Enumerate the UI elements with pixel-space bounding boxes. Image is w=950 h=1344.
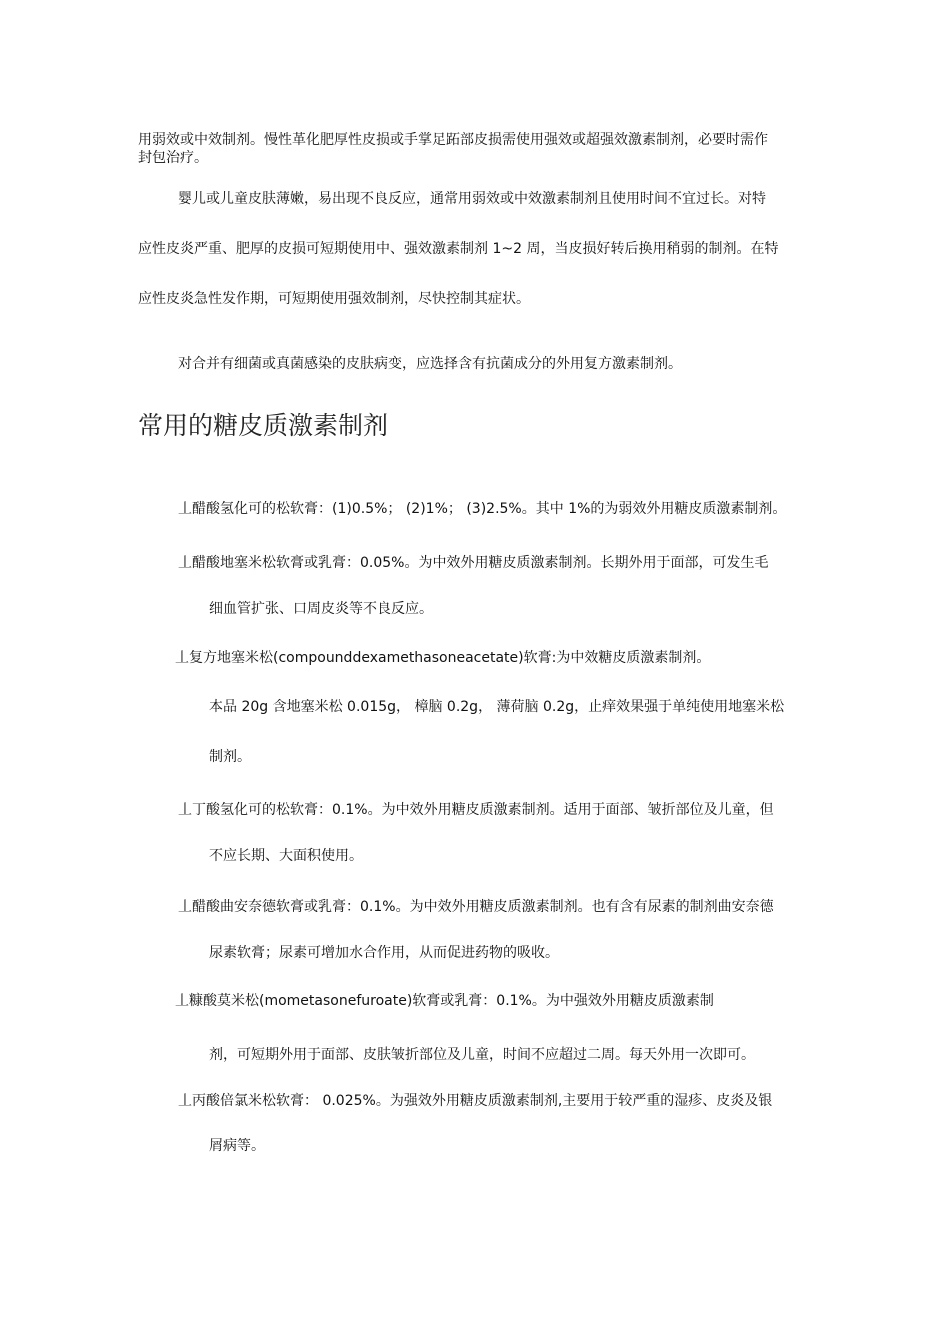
bullet-glyph: 丄 bbox=[178, 1093, 192, 1109]
bullet-glyph: 丄 bbox=[178, 899, 192, 915]
bullet-glyph: 丄 bbox=[175, 993, 189, 1009]
list-item bbox=[175, 649, 710, 667]
list-item bbox=[178, 1092, 772, 1110]
bullet-glyph: 丄 bbox=[178, 555, 192, 571]
list-item-continuation: 尿素软膏；尿素可增加水合作用，从而促进药物的吸收。 bbox=[209, 945, 559, 961]
list-item bbox=[178, 554, 768, 572]
intro-line: 对合并有细菌或真菌感染的皮肤病变，应选择含有抗菌成分的外用复方激素制剂。 bbox=[178, 356, 682, 372]
bullet-glyph: 丄 bbox=[178, 802, 192, 818]
intro-line: 封包治疗。 bbox=[138, 150, 208, 166]
intro-line: 婴儿或儿童皮肤薄嫩，易出现不良反应，通常用弱效或中效激素制剂且使用时间不宜过长。对特 bbox=[178, 191, 766, 207]
list-item-text: 复方地塞米松(compounddexamethasoneacetate)软膏:为中效糖皮质激素制剂。 bbox=[189, 650, 711, 666]
list-item-text: 醋酸曲安奈德软膏或乳膏：0.1%。为中效外用糖皮质激素制剂。也有含有尿素的制剂曲安奈德 bbox=[192, 899, 774, 915]
list-item-text: 丙酸倍氯米松软膏： 0.025%。为强效外用糖皮质激素制剂,主要用于较严重的湿疹、皮炎及银 bbox=[192, 1093, 773, 1109]
section-heading: 常用的糖皮质激素制剂 bbox=[138, 411, 389, 440]
list-item-text: 醋酸地塞米松软膏或乳膏：0.05%。为中效外用糖皮质激素制剂。长期外用于面部，可发生毛 bbox=[192, 555, 769, 571]
list-item-continuation: 不应长期、大面积使用。 bbox=[209, 848, 363, 864]
bullet-glyph: 丄 bbox=[178, 501, 192, 517]
list-item bbox=[178, 500, 786, 518]
list-item-continuation: 制剂。 bbox=[209, 749, 251, 765]
intro-line: 应性皮炎急性发作期，可短期使用强效制剂，尽快控制其症状。 bbox=[138, 291, 530, 307]
list-item bbox=[178, 801, 774, 819]
list-item-text: 糠酸莫米松(mometasonefuroate)软膏或乳膏：0.1%。为中强效外用糖皮质激素制 bbox=[189, 993, 714, 1009]
list-item-continuation: 屑病等。 bbox=[209, 1138, 265, 1154]
list-item-text: 醋酸氢化可的松软膏：(1)0.5%； (2)1%； (3)2.5%。其中 1%的为弱效外用糖皮质激素制剂。 bbox=[192, 501, 787, 517]
list-item bbox=[178, 898, 774, 916]
list-item-continuation: 本品 20g 含地塞米松 0.015g， 樟脑 0.2g， 薄荷脑 0.2g，止痒效果强于单纯使用地塞米松 bbox=[209, 699, 785, 715]
list-item bbox=[175, 992, 714, 1010]
intro-line: 用弱效或中效制剂。慢性革化肥厚性皮损或手掌足跖部皮损需使用强效或超强效激素制剂，必要时需作 bbox=[138, 132, 768, 148]
intro-line: 应性皮炎严重、肥厚的皮损可短期使用中、强效激素制剂 1~2 周，当皮损好转后换用稍弱的制剂。在特 bbox=[138, 241, 779, 257]
list-item-text: 丁酸氢化可的松软膏：0.1%。为中效外用糖皮质激素制剂。适用于面部、皱折部位及儿童，但 bbox=[192, 802, 774, 818]
list-item-continuation: 细血管扩张、口周皮炎等不良反应。 bbox=[209, 601, 433, 617]
bullet-glyph: 丄 bbox=[175, 650, 189, 666]
list-item-continuation: 剂，可短期外用于面部、皮肤皱折部位及儿童，时间不应超过二周。每天外用一次即可。 bbox=[209, 1047, 755, 1063]
